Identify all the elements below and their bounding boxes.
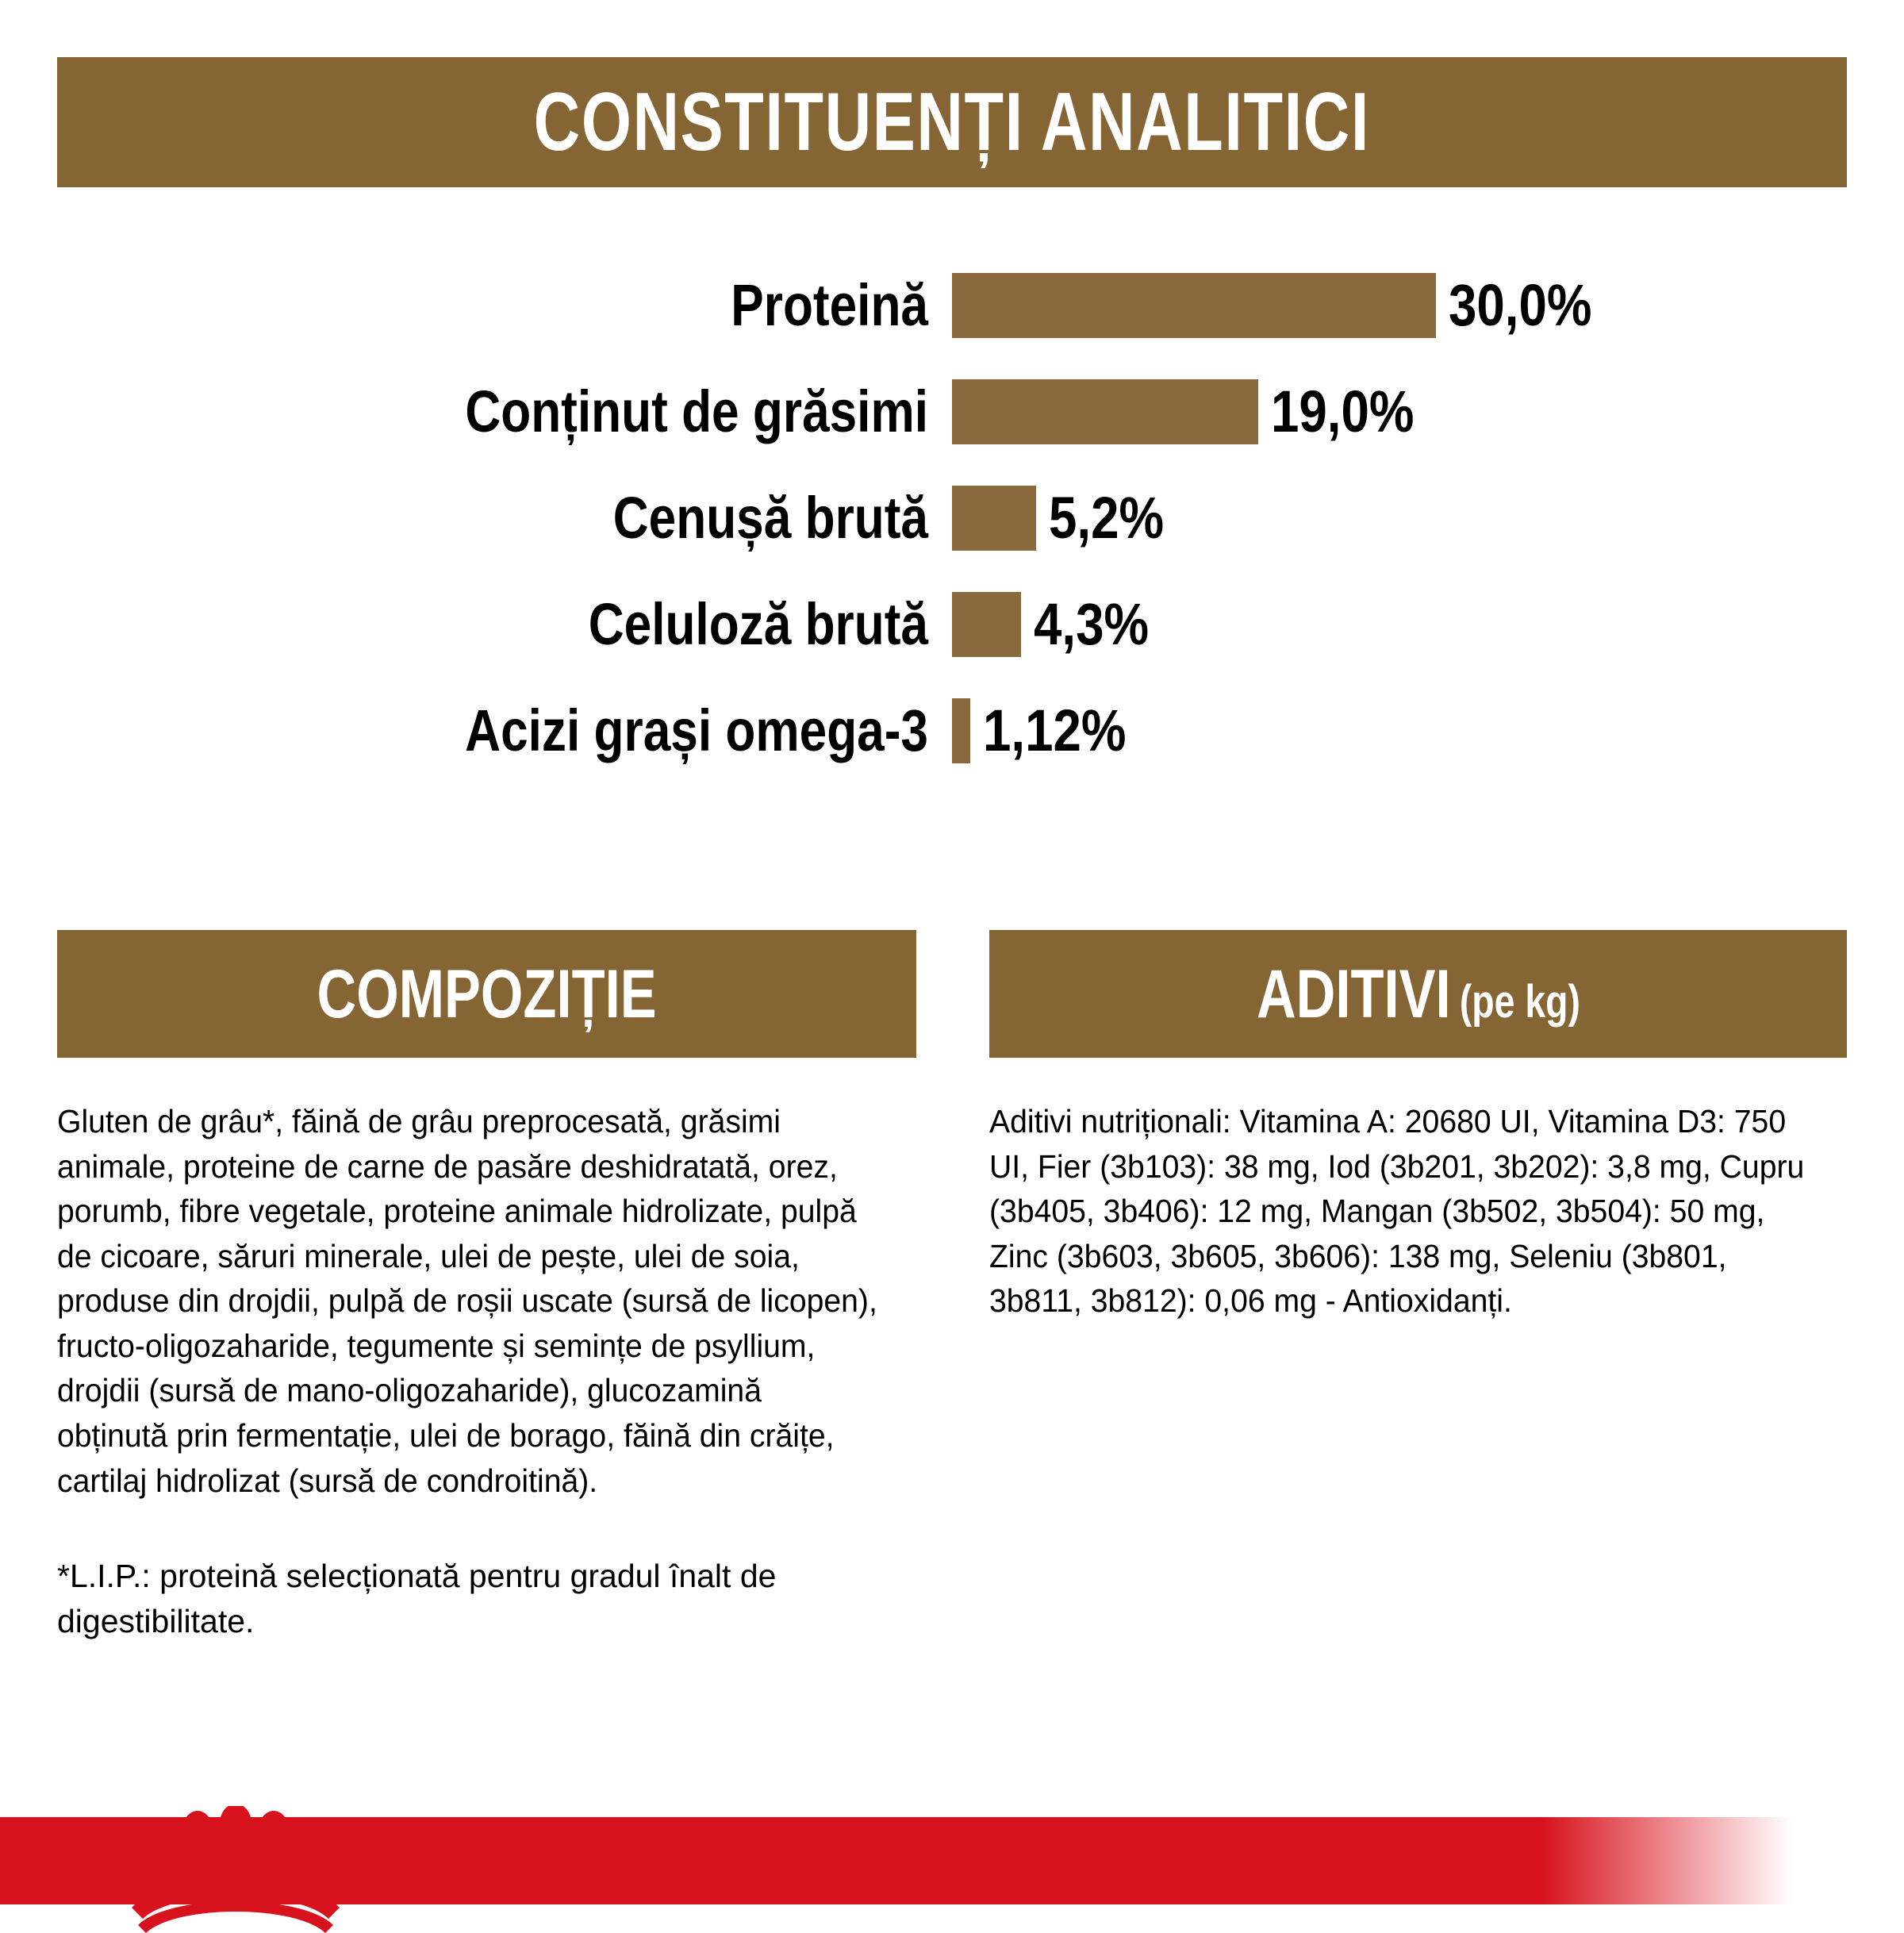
bar-value-protein: 30,0% xyxy=(1449,272,1592,338)
bar-area-crude-ash xyxy=(952,465,1182,571)
bar-value-crude-ash: 5,2% xyxy=(1048,485,1164,551)
additives-section xyxy=(989,930,1847,1324)
chart-row xyxy=(0,252,1904,359)
bar-value-omega-3: 1,12% xyxy=(982,697,1127,763)
composition-header xyxy=(57,930,916,1058)
composition-lip-note: *L.I.P.: proteină selecționată pentru gradul înalt de digestibilitate. xyxy=(57,1558,777,1639)
footer xyxy=(0,1651,1904,1904)
bar-value-crude-fibre: 4,3% xyxy=(1034,591,1150,657)
bar-label-protein: Proteină xyxy=(731,272,928,338)
chart-row xyxy=(0,359,1904,465)
bar-crude-fibre xyxy=(952,592,1021,657)
additives-heading-main: ADITIVI xyxy=(1256,955,1451,1032)
chart-row xyxy=(0,571,1904,678)
analytical-constituents-chart xyxy=(0,252,1904,784)
page-title: CONSTITUENȚI ANALITICI xyxy=(533,76,1371,168)
bar-value-fat-content: 19,0% xyxy=(1271,379,1415,444)
additives-heading-label xyxy=(1256,955,1580,1032)
bar-omega-3 xyxy=(952,698,970,763)
bar-area-protein xyxy=(952,252,1615,359)
composition-body-text: Gluten de grâu*, făină de grâu preprocesată, grăsimi animale, proteine de carne de pasăre deshidratată, orez, porumb, fibre vegetale, proteine animale hidrolizate, pulpă de cicoare, săruri minerale, ulei de pește, ulei de soia, produse din drojdii, pulpă de roșii uscate (sursă de licopen), fructo-oligozaharide, tegumente și semințe de psyllium, drojdii (sursă de mano-oligozaharide), glucozamină obținută prin fermentație, ulei de borago, făină din crăițe, cartilaj hidrolizat (sursă de condroitină). xyxy=(57,1103,877,1499)
bar-label-crude-fibre: Celuloză brută xyxy=(588,591,928,657)
bar-area-omega-3 xyxy=(952,678,1150,784)
bar-fat-content xyxy=(952,379,1258,444)
additives-body-text: Aditivi nutriționali: Vitamina A: 20680 UI, Vitamina D3: 750 UI, Fier (3b103): 38 mg, Iod (3b201, 3b202): 3,8 mg, Cupru (3b405, 3b406): 12 mg, Mangan (3b502, 3b504): 50 mg, Zinc (3b603, 3b605, 3b606): 138 mg, Seleniu (3b801, 3b811, 3b812): 0,06 mg - Antioxidanți. xyxy=(989,1103,1805,1320)
bar-area-fat-content xyxy=(952,359,1438,465)
royal-canin-crown-icon xyxy=(121,1806,351,1933)
composition-heading-label: COMPOZIȚIE xyxy=(317,955,657,1032)
bar-label-omega-3: Acizi grași omega-3 xyxy=(465,697,928,763)
additives-heading-unit: (pe kg) xyxy=(1459,975,1580,1028)
bar-area-crude-fibre xyxy=(952,571,1168,678)
bar-protein xyxy=(952,273,1436,338)
composition-section xyxy=(57,930,916,1643)
bar-label-fat-content: Conținut de grăsimi xyxy=(465,379,928,444)
chart-row xyxy=(0,465,1904,571)
bar-crude-ash xyxy=(952,486,1036,551)
analytical-constituents-banner xyxy=(57,57,1847,187)
bar-label-crude-ash: Cenușă brută xyxy=(612,485,928,551)
chart-row xyxy=(0,678,1904,784)
additives-header xyxy=(989,930,1847,1058)
